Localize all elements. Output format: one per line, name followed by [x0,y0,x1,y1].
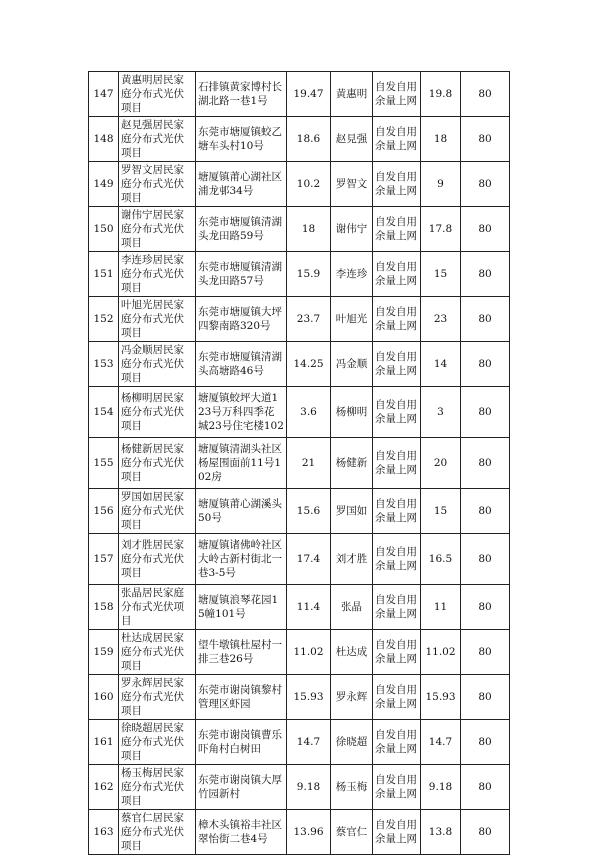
owner-cell: 杜达成 [331,630,373,675]
ratio-cell: 80 [461,162,510,207]
row-number-cell: 163 [89,810,119,855]
project-name-cell: 黄惠明居民家庭分布式光伏项目 [119,72,196,117]
ratio-cell: 80 [461,630,510,675]
owner-cell: 罗国如 [331,489,373,534]
grid-mode-cell: 自发自用余量上网 [373,162,421,207]
owner-cell: 黄惠明 [331,72,373,117]
capacity-cell: 15.9 [287,252,331,297]
owner-cell: 蔡官仁 [331,810,373,855]
table-row [89,489,510,534]
grid-mode-cell: 自发自用余量上网 [373,297,421,342]
capacity-cell: 10.2 [287,162,331,207]
table-row [89,387,510,438]
table-row [89,585,510,630]
owner-cell: 刘才胜 [331,534,373,585]
grid-mode-cell: 自发自用余量上网 [373,117,421,162]
row-number-cell: 151 [89,252,119,297]
owner-cell: 谢伟宁 [331,207,373,252]
capacity-cell: 18.6 [287,117,331,162]
address-cell: 石排镇黄家博村长湖北路一巷1号 [196,72,287,117]
table-row [89,207,510,252]
subsidy-capacity-cell: 18 [421,117,461,162]
row-number-cell: 162 [89,765,119,810]
table-row [89,117,510,162]
row-number-cell: 154 [89,387,119,438]
capacity-cell: 9.18 [287,765,331,810]
ratio-cell: 80 [461,489,510,534]
row-number-cell: 158 [89,585,119,630]
owner-cell: 杨柳明 [331,387,373,438]
table-row [89,675,510,720]
ratio-cell: 80 [461,765,510,810]
row-number-cell: 156 [89,489,119,534]
subsidy-capacity-cell: 15 [421,252,461,297]
owner-cell: 杨玉梅 [331,765,373,810]
capacity-cell: 21 [287,438,331,489]
grid-mode-cell: 自发自用余量上网 [373,438,421,489]
grid-mode-cell: 自发自用余量上网 [373,720,421,765]
table-row [89,297,510,342]
address-cell: 东莞市谢岗镇黎村管理区虾园 [196,675,287,720]
ratio-cell: 80 [461,534,510,585]
grid-mode-cell: 自发自用余量上网 [373,252,421,297]
project-name-cell: 刘才胜居民家庭分布式光伏项目 [119,534,196,585]
table-row [89,630,510,675]
subsidy-capacity-cell: 9.18 [421,765,461,810]
project-name-cell: 张晶居民家庭分布式光伏项目 [119,585,196,630]
project-name-cell: 谢伟宁居民家庭分布式光伏项目 [119,207,196,252]
capacity-cell: 14.7 [287,720,331,765]
project-name-cell: 杨健新居民家庭分布式光伏项目 [119,438,196,489]
row-number-cell: 160 [89,675,119,720]
project-name-cell: 杨玉梅居民家庭分布式光伏项目 [119,765,196,810]
subsidy-capacity-cell: 11.02 [421,630,461,675]
project-name-cell: 徐晓超居民家庭分布式光伏项目 [119,720,196,765]
address-cell: 东莞市谢岗镇曹乐吓角村白树田 [196,720,287,765]
subsidy-capacity-cell: 14.7 [421,720,461,765]
project-name-cell: 冯金顺居民家庭分布式光伏项目 [119,342,196,387]
capacity-cell: 3.6 [287,387,331,438]
row-number-cell: 161 [89,720,119,765]
row-number-cell: 155 [89,438,119,489]
project-table-sheet [88,71,510,855]
project-name-cell: 杨柳明居民家庭分布式光伏项目 [119,387,196,438]
subsidy-capacity-cell: 19.8 [421,72,461,117]
capacity-cell: 23.7 [287,297,331,342]
table-body [89,72,510,855]
table-row [89,72,510,117]
address-cell: 望牛墩镇杜屋村一排三巷26号 [196,630,287,675]
project-name-cell: 杜达成居民家庭分布式光伏项目 [119,630,196,675]
row-number-cell: 147 [89,72,119,117]
address-cell: 塘厦镇莆心湖溪头50号 [196,489,287,534]
address-cell: 东莞市谢岗镇大厚竹园新村 [196,765,287,810]
row-number-cell: 153 [89,342,119,387]
row-number-cell: 157 [89,534,119,585]
address-cell: 东莞市塘厦镇清湖头龙田路57号 [196,252,287,297]
table-row [89,765,510,810]
subsidy-capacity-cell: 23 [421,297,461,342]
address-cell: 塘厦镇蛟坪大道123号万科四季花城23号住宅楼102 [196,387,287,438]
table-row [89,252,510,297]
address-cell: 塘厦镇诸佛岭社区大岭古新村街北一巷3-5号 [196,534,287,585]
subsidy-capacity-cell: 13.8 [421,810,461,855]
ratio-cell: 80 [461,72,510,117]
grid-mode-cell: 自发自用余量上网 [373,489,421,534]
ratio-cell: 80 [461,252,510,297]
row-number-cell: 150 [89,207,119,252]
owner-cell: 罗永辉 [331,675,373,720]
owner-cell: 杨健新 [331,438,373,489]
address-cell: 塘厦镇浪琴花园15幢101号 [196,585,287,630]
table-row [89,720,510,765]
grid-mode-cell: 自发自用余量上网 [373,810,421,855]
grid-mode-cell: 自发自用余量上网 [373,585,421,630]
grid-mode-cell: 自发自用余量上网 [373,387,421,438]
address-cell: 东莞市塘厦镇清湖头龙田路59号 [196,207,287,252]
ratio-cell: 80 [461,720,510,765]
row-number-cell: 148 [89,117,119,162]
subsidy-capacity-cell: 14 [421,342,461,387]
subsidy-capacity-cell: 11 [421,585,461,630]
capacity-cell: 18 [287,207,331,252]
project-name-cell: 叶旭光居民家庭分布式光伏项目 [119,297,196,342]
grid-mode-cell: 自发自用余量上网 [373,675,421,720]
address-cell: 东莞市塘厦镇清湖头高塘路46号 [196,342,287,387]
capacity-cell: 15.93 [287,675,331,720]
grid-mode-cell: 自发自用余量上网 [373,630,421,675]
ratio-cell: 80 [461,675,510,720]
owner-cell: 赵見强 [331,117,373,162]
grid-mode-cell: 自发自用余量上网 [373,72,421,117]
owner-cell: 李连珍 [331,252,373,297]
table-row [89,342,510,387]
subsidy-capacity-cell: 16.5 [421,534,461,585]
row-number-cell: 152 [89,297,119,342]
ratio-cell: 80 [461,810,510,855]
capacity-cell: 14.25 [287,342,331,387]
ratio-cell: 80 [461,585,510,630]
project-name-cell: 罗永辉居民家庭分布式光伏项目 [119,675,196,720]
table-row [89,162,510,207]
ratio-cell: 80 [461,438,510,489]
project-name-cell: 罗国如居民家庭分布式光伏项目 [119,489,196,534]
table-row [89,534,510,585]
subsidy-capacity-cell: 15 [421,489,461,534]
ratio-cell: 80 [461,297,510,342]
grid-mode-cell: 自发自用余量上网 [373,534,421,585]
address-cell: 樟木头镇裕丰社区翠怡街二巷4号 [196,810,287,855]
owner-cell: 叶旭光 [331,297,373,342]
owner-cell: 冯金顺 [331,342,373,387]
address-cell: 塘厦镇莆心湖社区浦龙邨34号 [196,162,287,207]
capacity-cell: 13.96 [287,810,331,855]
capacity-cell: 11.02 [287,630,331,675]
grid-mode-cell: 自发自用余量上网 [373,342,421,387]
capacity-cell: 19.47 [287,72,331,117]
ratio-cell: 80 [461,387,510,438]
ratio-cell: 80 [461,342,510,387]
row-number-cell: 149 [89,162,119,207]
owner-cell: 徐晓超 [331,720,373,765]
project-name-cell: 蔡官仁居民家庭分布式光伏项目 [119,810,196,855]
project-name-cell: 罗智文居民家庭分布式光伏项目 [119,162,196,207]
row-number-cell: 159 [89,630,119,675]
address-cell: 塘厦镇清湖头社区杨屋围面前11号102房 [196,438,287,489]
project-name-cell: 赵見强居民家庭分布式光伏项目 [119,117,196,162]
capacity-cell: 11.4 [287,585,331,630]
capacity-cell: 17.4 [287,534,331,585]
subsidy-capacity-cell: 9 [421,162,461,207]
project-name-cell: 李连珍居民家庭分布式光伏项目 [119,252,196,297]
address-cell: 东莞市塘厦镇大坪四黎南路320号 [196,297,287,342]
capacity-cell: 15.6 [287,489,331,534]
grid-mode-cell: 自发自用余量上网 [373,765,421,810]
address-cell: 东莞市塘厦镇蛟乙塘车头村10号 [196,117,287,162]
subsidy-capacity-cell: 20 [421,438,461,489]
owner-cell: 罗智文 [331,162,373,207]
grid-mode-cell: 自发自用余量上网 [373,207,421,252]
subsidy-capacity-cell: 3 [421,387,461,438]
ratio-cell: 80 [461,207,510,252]
owner-cell: 张晶 [331,585,373,630]
ratio-cell: 80 [461,117,510,162]
subsidy-capacity-cell: 15.93 [421,675,461,720]
subsidy-capacity-cell: 17.8 [421,207,461,252]
table-row [89,438,510,489]
pv-project-table [88,71,510,855]
